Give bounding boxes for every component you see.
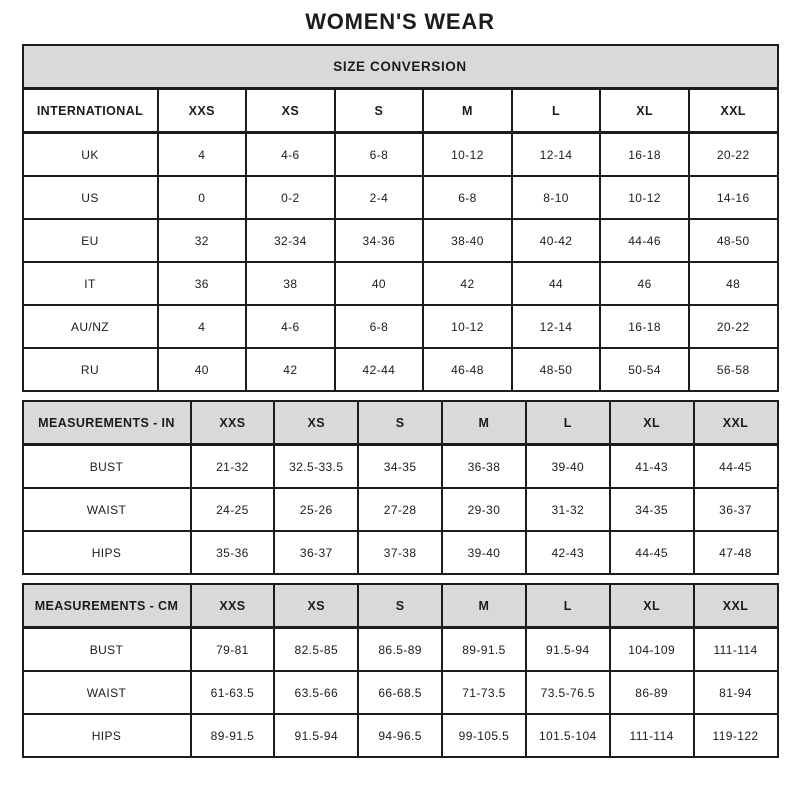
size-header-cell: L xyxy=(526,401,610,445)
value-cell: 42-43 xyxy=(526,531,610,574)
page-title: WOMEN'S WEAR xyxy=(305,9,495,34)
value-cell: 39-40 xyxy=(442,531,526,574)
value-cell: 86.5-89 xyxy=(358,628,442,672)
value-cell: 36-37 xyxy=(694,488,778,531)
row-label-cell: HIPS xyxy=(23,531,191,574)
value-cell: 40 xyxy=(335,262,424,305)
table-row xyxy=(23,348,778,391)
table-title-row xyxy=(23,45,778,89)
value-cell: 63.5-66 xyxy=(274,671,358,714)
measurements-in-table xyxy=(22,400,779,575)
table-row xyxy=(23,531,778,574)
size-header-cell: M xyxy=(442,401,526,445)
size-header-cell: L xyxy=(526,584,610,628)
value-cell: 44 xyxy=(512,262,601,305)
row-label-cell: IT xyxy=(23,262,158,305)
value-cell: 46-48 xyxy=(423,348,512,391)
value-cell: 82.5-85 xyxy=(274,628,358,672)
value-cell: 86-89 xyxy=(610,671,694,714)
table-row xyxy=(23,219,778,262)
value-cell: 38 xyxy=(246,262,335,305)
value-cell: 4-6 xyxy=(246,133,335,177)
row-label-cell: RU xyxy=(23,348,158,391)
value-cell: 99-105.5 xyxy=(442,714,526,757)
value-cell: 4 xyxy=(158,305,247,348)
value-cell: 14-16 xyxy=(689,176,778,219)
value-cell: 34-35 xyxy=(610,488,694,531)
value-cell: 119-122 xyxy=(694,714,778,757)
value-cell: 48-50 xyxy=(689,219,778,262)
value-cell: 104-109 xyxy=(610,628,694,672)
value-cell: 10-12 xyxy=(423,305,512,348)
value-cell: 89-91.5 xyxy=(191,714,275,757)
size-header-cell: XL xyxy=(610,584,694,628)
size-header-cell: L xyxy=(512,89,601,133)
size-conversion-table xyxy=(22,44,779,392)
value-cell: 6-8 xyxy=(335,305,424,348)
value-cell: 89-91.5 xyxy=(442,628,526,672)
value-cell: 111-114 xyxy=(610,714,694,757)
value-cell: 4 xyxy=(158,133,247,177)
table-header-row xyxy=(23,89,778,133)
size-header-cell: XXL xyxy=(694,584,778,628)
value-cell: 2-4 xyxy=(335,176,424,219)
value-cell: 91.5-94 xyxy=(274,714,358,757)
size-header-cell: M xyxy=(423,89,512,133)
value-cell: 6-8 xyxy=(423,176,512,219)
size-header-cell: XS xyxy=(246,89,335,133)
size-header-cell: S xyxy=(358,584,442,628)
value-cell: 4-6 xyxy=(246,305,335,348)
row-label-cell: WAIST xyxy=(23,488,191,531)
value-cell: 36-37 xyxy=(274,531,358,574)
row-label-cell: US xyxy=(23,176,158,219)
row-label-cell: BUST xyxy=(23,628,191,672)
value-cell: 24-25 xyxy=(191,488,275,531)
value-cell: 42 xyxy=(423,262,512,305)
value-cell: 21-32 xyxy=(191,445,275,489)
value-cell: 48-50 xyxy=(512,348,601,391)
table-row xyxy=(23,488,778,531)
value-cell: 42-44 xyxy=(335,348,424,391)
size-header-cell: XS xyxy=(274,401,358,445)
value-cell: 111-114 xyxy=(694,628,778,672)
value-cell: 79-81 xyxy=(191,628,275,672)
table-row xyxy=(23,671,778,714)
value-cell: 32.5-33.5 xyxy=(274,445,358,489)
size-header-cell: M xyxy=(442,584,526,628)
size-header-cell: XS xyxy=(274,584,358,628)
value-cell: 61-63.5 xyxy=(191,671,275,714)
table-row xyxy=(23,133,778,177)
value-cell: 101.5-104 xyxy=(526,714,610,757)
table-row xyxy=(23,305,778,348)
measurements-cm-table xyxy=(22,583,779,758)
table-header-row xyxy=(23,584,778,628)
header-label-cell: MEASUREMENTS - IN xyxy=(23,401,191,445)
value-cell: 27-28 xyxy=(358,488,442,531)
table-header-row xyxy=(23,401,778,445)
value-cell: 66-68.5 xyxy=(358,671,442,714)
row-label-cell: EU xyxy=(23,219,158,262)
value-cell: 37-38 xyxy=(358,531,442,574)
table-title-cell: SIZE CONVERSION xyxy=(23,45,778,89)
value-cell: 39-40 xyxy=(526,445,610,489)
value-cell: 47-48 xyxy=(694,531,778,574)
value-cell: 10-12 xyxy=(423,133,512,177)
row-label-cell: BUST xyxy=(23,445,191,489)
value-cell: 42 xyxy=(246,348,335,391)
size-header-cell: XXS xyxy=(158,89,247,133)
value-cell: 34-35 xyxy=(358,445,442,489)
value-cell: 44-45 xyxy=(610,531,694,574)
value-cell: 31-32 xyxy=(526,488,610,531)
value-cell: 35-36 xyxy=(191,531,275,574)
size-header-cell: XL xyxy=(610,401,694,445)
value-cell: 48 xyxy=(689,262,778,305)
table-row xyxy=(23,445,778,489)
table-row xyxy=(23,176,778,219)
header-label-cell: MEASUREMENTS - CM xyxy=(23,584,191,628)
size-header-cell: S xyxy=(335,89,424,133)
value-cell: 0-2 xyxy=(246,176,335,219)
value-cell: 46 xyxy=(600,262,689,305)
value-cell: 16-18 xyxy=(600,305,689,348)
value-cell: 32-34 xyxy=(246,219,335,262)
value-cell: 32 xyxy=(158,219,247,262)
value-cell: 8-10 xyxy=(512,176,601,219)
table-row xyxy=(23,628,778,672)
value-cell: 6-8 xyxy=(335,133,424,177)
value-cell: 40 xyxy=(158,348,247,391)
size-header-cell: XXL xyxy=(694,401,778,445)
size-header-cell: XXS xyxy=(191,584,275,628)
value-cell: 12-14 xyxy=(512,305,601,348)
value-cell: 29-30 xyxy=(442,488,526,531)
value-cell: 81-94 xyxy=(694,671,778,714)
table-row xyxy=(23,262,778,305)
size-header-cell: S xyxy=(358,401,442,445)
value-cell: 10-12 xyxy=(600,176,689,219)
size-header-cell: XXL xyxy=(689,89,778,133)
size-header-cell: XL xyxy=(600,89,689,133)
value-cell: 25-26 xyxy=(274,488,358,531)
value-cell: 41-43 xyxy=(610,445,694,489)
value-cell: 34-36 xyxy=(335,219,424,262)
value-cell: 50-54 xyxy=(600,348,689,391)
value-cell: 20-22 xyxy=(689,305,778,348)
row-label-cell: AU/NZ xyxy=(23,305,158,348)
row-label-cell: HIPS xyxy=(23,714,191,757)
value-cell: 36-38 xyxy=(442,445,526,489)
value-cell: 20-22 xyxy=(689,133,778,177)
value-cell: 12-14 xyxy=(512,133,601,177)
row-label-cell: UK xyxy=(23,133,158,177)
size-header-cell: XXS xyxy=(191,401,275,445)
value-cell: 91.5-94 xyxy=(526,628,610,672)
value-cell: 56-58 xyxy=(689,348,778,391)
value-cell: 36 xyxy=(158,262,247,305)
value-cell: 40-42 xyxy=(512,219,601,262)
row-label-cell: WAIST xyxy=(23,671,191,714)
value-cell: 44-45 xyxy=(694,445,778,489)
value-cell: 71-73.5 xyxy=(442,671,526,714)
table-row xyxy=(23,714,778,757)
value-cell: 94-96.5 xyxy=(358,714,442,757)
value-cell: 16-18 xyxy=(600,133,689,177)
value-cell: 73.5-76.5 xyxy=(526,671,610,714)
value-cell: 0 xyxy=(158,176,247,219)
value-cell: 44-46 xyxy=(600,219,689,262)
header-label-cell: INTERNATIONAL xyxy=(23,89,158,133)
value-cell: 38-40 xyxy=(423,219,512,262)
